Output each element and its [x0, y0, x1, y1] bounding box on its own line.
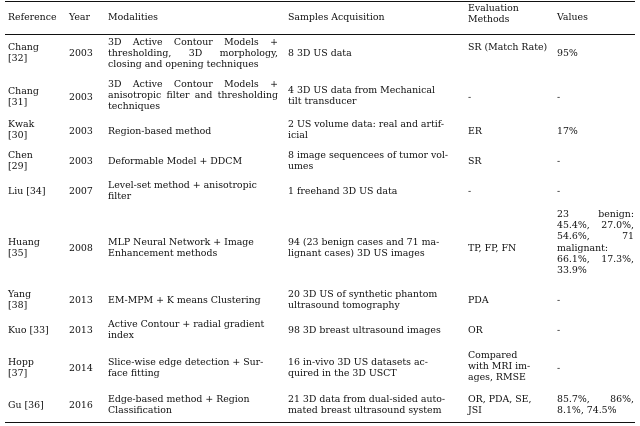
row-values: -: [557, 92, 561, 103]
row-evaluation: ER: [468, 126, 482, 137]
row-year: 2008: [69, 243, 93, 254]
row-values: 23 benign: 45.4%, 27.0%, 54.6%, 71 malignant: 66.1%, 17.3%, 33.9%: [557, 209, 634, 277]
row-year: 2014: [69, 363, 93, 374]
row-samples: 16 in-vivo 3D US datasets ac- quired in the 3D USCT: [288, 357, 428, 380]
row-reference: Kwak [30]: [8, 119, 35, 142]
row-samples: 94 (23 benign cases and 71 ma- lignant cases) 3D US images: [288, 237, 440, 260]
row-modalities: 3D Active Contour Models + anisotropic filter and thresholding techniques: [108, 79, 278, 113]
row-samples: 20 3D US of synthetic phantom ultrasound tomography: [288, 289, 438, 312]
row-values: 17%: [557, 126, 578, 137]
row-year: 2013: [69, 325, 93, 336]
row-values: -: [557, 325, 561, 336]
row-year: 2003: [69, 126, 93, 137]
row-reference: Yang [38]: [8, 289, 32, 312]
row-year: 2003: [69, 156, 93, 167]
row-reference: Chang [31]: [8, 86, 39, 109]
header-evaluation: Evaluation Methods: [468, 3, 519, 26]
row-values: -: [557, 186, 561, 197]
row-values: 85.7%, 86%, 8.1%, 74.5%: [557, 394, 634, 417]
row-reference: Chen [29]: [8, 150, 33, 173]
header-samples: Samples Acquisition: [288, 12, 385, 23]
row-modalities: MLP Neural Network + Image Enhancement methods: [108, 237, 254, 260]
table-top-rule: [5, 1, 635, 2]
header-values: Values: [557, 12, 588, 23]
row-reference: Gu [36]: [8, 400, 44, 411]
row-modalities: Level-set method + anisotropic filter: [108, 180, 257, 203]
row-modalities: Active Contour + radial gradient index: [108, 319, 265, 342]
row-samples: 8 3D US data: [288, 48, 352, 59]
row-samples: 1 freehand 3D US data: [288, 186, 398, 197]
row-year: 2007: [69, 186, 93, 197]
row-evaluation: OR: [468, 325, 483, 336]
header-reference: Reference: [8, 12, 57, 23]
row-values: -: [557, 156, 561, 167]
row-year: 2003: [69, 92, 93, 103]
row-reference: Kuo [33]: [8, 325, 49, 336]
row-reference: Chang [32]: [8, 42, 39, 65]
row-evaluation: -: [468, 92, 472, 103]
row-samples: 98 3D breast ultrasound images: [288, 325, 441, 336]
row-year: 2016: [69, 400, 93, 411]
row-values: -: [557, 363, 561, 374]
row-modalities: EM-MPM + K means Clustering: [108, 295, 261, 306]
row-samples: 21 3D data from dual-sided auto- mated breast ultrasound system: [288, 394, 446, 417]
row-modalities: Edge-based method + Region Classification: [108, 394, 250, 417]
row-samples: 2 US volume data: real and artif- icial: [288, 119, 445, 142]
header-modalities: Modalities: [108, 12, 158, 23]
row-modalities: Slice-wise edge detection + Sur- face fitting: [108, 357, 264, 380]
row-reference: Hopp [37]: [8, 357, 34, 380]
row-values: -: [557, 295, 561, 306]
row-year: 2003: [69, 48, 93, 59]
row-evaluation: SR: [468, 156, 482, 167]
row-values: 95%: [557, 48, 578, 59]
row-evaluation: SR (Match Rate): [468, 42, 548, 53]
row-reference: Liu [34]: [8, 186, 46, 197]
table-bottom-rule: [5, 422, 635, 423]
table-header-rule: [5, 34, 635, 35]
row-reference: Huang [35]: [8, 237, 40, 260]
row-modalities: Deformable Model + DDCM: [108, 156, 243, 167]
row-year: 2013: [69, 295, 93, 306]
row-evaluation: TP, FP, FN: [468, 243, 517, 254]
row-evaluation: Compared with MRI im- ages, RMSE: [468, 350, 531, 384]
row-samples: 4 3D US data from Mechanical tilt transducer: [288, 85, 436, 108]
row-evaluation: PDA: [468, 295, 489, 306]
row-modalities: 3D Active Contour Models + thresholding, 3D morphology, closing and opening techniques: [108, 37, 278, 71]
row-evaluation: -: [468, 186, 472, 197]
row-evaluation: OR, PDA, SE, JSI: [468, 394, 532, 417]
header-year: Year: [69, 12, 90, 23]
row-samples: 8 image sequencees of tumor vol- umes: [288, 150, 449, 173]
row-modalities: Region-based method: [108, 126, 212, 137]
